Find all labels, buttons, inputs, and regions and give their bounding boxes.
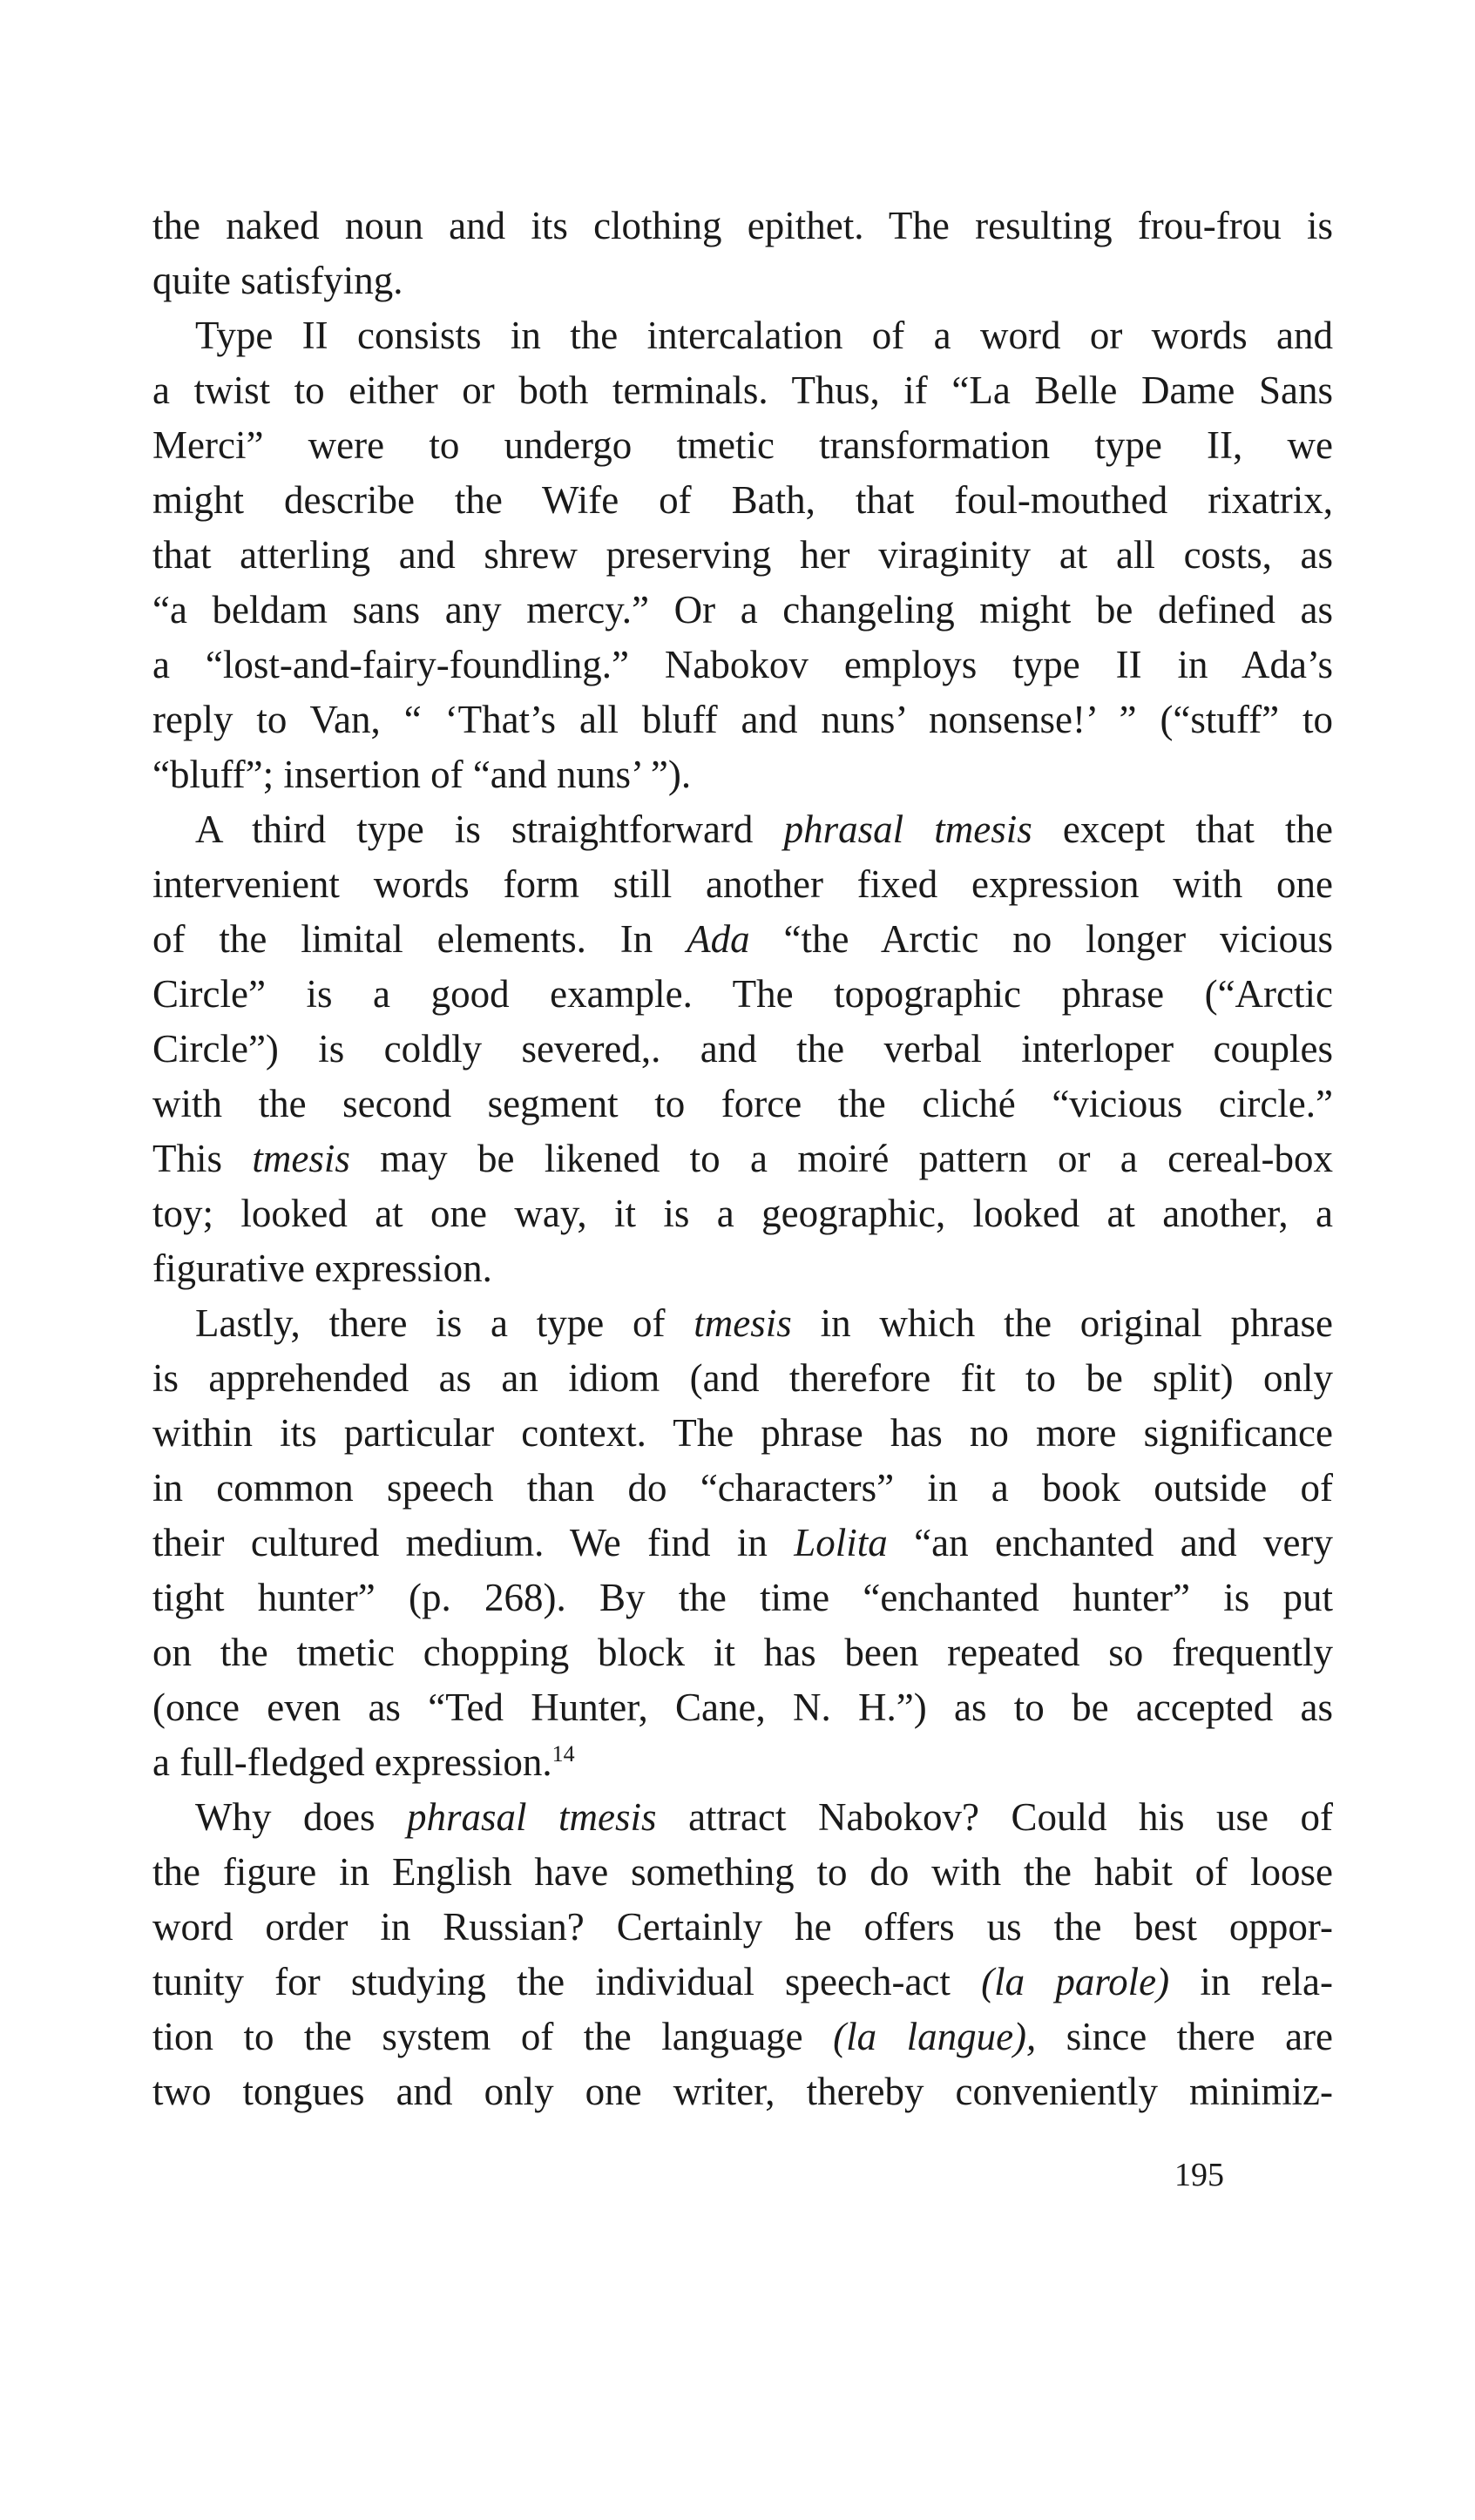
text-run: with the second segment to force the cliché “vicious circle.”	[152, 1082, 1333, 1125]
text-line	[152, 638, 1333, 692]
text-run: Lastly, there is a type of	[195, 1301, 694, 1345]
text-line	[152, 1790, 1333, 1845]
text-line	[152, 308, 1333, 363]
text-run: tunity for studying the individual speech-act	[152, 1960, 982, 2003]
text-line	[152, 1735, 1333, 1790]
text-line	[152, 1955, 1333, 2010]
text-run: Circle” is a good example. The topographic phrase (“Arctic	[152, 972, 1333, 1016]
text-line	[152, 363, 1333, 418]
text-line	[152, 1900, 1333, 1955]
text-line	[152, 1680, 1333, 1735]
text-line	[152, 1296, 1333, 1351]
italic-text: phrasal tmesis	[407, 1795, 657, 1839]
text-line	[152, 912, 1333, 967]
text-line	[152, 473, 1333, 528]
text-line	[152, 1351, 1333, 1406]
text-run: that atterling and shrew preserving her viraginity at all costs, as	[152, 533, 1333, 577]
italic-text: Ada	[687, 917, 750, 961]
text-run: (once even as “Ted Hunter, Cane, N. H.”) as to be accepted as	[152, 1686, 1333, 1729]
text-run: intervenient words form still another fixed expression with one	[152, 862, 1333, 906]
text-run: their cultured medium. We find in	[152, 1521, 795, 1564]
text-line	[152, 1406, 1333, 1461]
text-run: a “lost-and-fairy-foundling.” Nabokov employs type II in Ada’s	[152, 643, 1333, 686]
text-run: Type II consists in the intercalation of a word or words and	[195, 314, 1333, 357]
text-run: is apprehended as an idiom (and therefore fit to be split) only	[152, 1356, 1333, 1400]
text-run: in rela-	[1169, 1960, 1333, 2003]
text-run: of the limital elements. In	[152, 917, 687, 961]
text-run: may be likened to a moiré pattern or a cereal-box	[349, 1137, 1333, 1180]
text-line	[152, 1132, 1333, 1186]
text-line	[152, 1022, 1333, 1077]
footnote-marker: 14	[551, 1741, 575, 1767]
text-run: in common speech than do “characters” in a book outside of	[152, 1466, 1333, 1510]
text-line	[152, 1625, 1333, 1680]
text-line	[152, 857, 1333, 912]
text-run: Merci” were to undergo tmetic transformation type II, we	[152, 423, 1333, 467]
text-run: within its particular context. The phrase has no more significance	[152, 1411, 1333, 1455]
text-run: a full-fledged expression.	[152, 1740, 552, 1784]
text-line	[152, 1571, 1333, 1625]
text-line	[152, 747, 1333, 802]
page-number: 195	[1174, 2157, 1224, 2193]
text-run: reply to Van, “ ‘That’s all bluff and nuns’ nonsense!’ ” (“stuff” to	[152, 698, 1333, 741]
text-run: the figure in English have something to do with the habit of loose	[152, 1850, 1333, 1894]
text-run: quite satisfying.	[152, 259, 403, 302]
text-run: tion to the system of the language	[152, 2015, 834, 2058]
italic-text: phrasal tmesis	[783, 807, 1032, 851]
text-line	[152, 1845, 1333, 1900]
text-line	[152, 692, 1333, 747]
text-run: two tongues and only one writer, thereby conveniently minimiz-	[152, 2070, 1333, 2113]
text-run: This	[152, 1137, 253, 1180]
italic-text: (la langue),	[833, 2015, 1037, 2058]
text-run: “a beldam sans any mercy.” Or a changeling might be defined as	[152, 588, 1333, 632]
text-run: “the Arctic no longer vicious	[749, 917, 1333, 961]
text-run: word order in Russian? Certainly he offers us the best oppor-	[152, 1905, 1333, 1949]
text-run: a twist to either or both terminals. Thus, if “La Belle Dame Sans	[152, 368, 1333, 412]
text-run: “an enchanted and very	[887, 1521, 1333, 1564]
text-line	[152, 967, 1333, 1022]
text-run: Why does	[195, 1795, 407, 1839]
text-run: in which the original phrase	[791, 1301, 1333, 1345]
text-run: Circle”) is coldly severed,. and the verbal interloper couples	[152, 1027, 1333, 1071]
body-text	[152, 199, 1333, 2119]
italic-text: tmesis	[694, 1301, 792, 1345]
italic-text: Lolita	[794, 1521, 888, 1564]
text-run: the naked noun and its clothing epithet. The resulting frou-frou is	[152, 204, 1333, 247]
text-line	[152, 528, 1333, 583]
text-run: figurative expression.	[152, 1246, 492, 1290]
text-run: on the tmetic chopping block it has been repeated so frequently	[152, 1631, 1333, 1674]
text-line	[152, 1461, 1333, 1516]
text-run: tight hunter” (p. 268). By the time “enchanted hunter” is put	[152, 1576, 1333, 1619]
text-line	[152, 1186, 1333, 1241]
text-run: toy; looked at one way, it is a geographic, looked at another, a	[152, 1192, 1333, 1235]
text-run: since there are	[1036, 2015, 1334, 2058]
text-line	[152, 1241, 1333, 1296]
text-line	[152, 2010, 1333, 2064]
text-line	[152, 1077, 1333, 1132]
text-line	[152, 2064, 1333, 2119]
text-line	[152, 802, 1333, 857]
text-run: except that the	[1032, 807, 1334, 851]
text-run: attract Nabokov? Could his use of	[656, 1795, 1333, 1839]
text-line	[152, 583, 1333, 638]
text-line	[152, 418, 1333, 473]
text-run: might describe the Wife of Bath, that foul-mouthed rixatrix,	[152, 478, 1333, 522]
italic-text: (la parole)	[981, 1960, 1170, 2003]
text-line	[152, 199, 1333, 253]
text-line	[152, 1516, 1333, 1571]
text-line	[152, 253, 1333, 308]
italic-text: tmesis	[252, 1137, 350, 1180]
text-run: “bluff”; insertion of “and nuns’ ”).	[152, 753, 692, 796]
text-run: A third type is straightforward	[195, 807, 784, 851]
